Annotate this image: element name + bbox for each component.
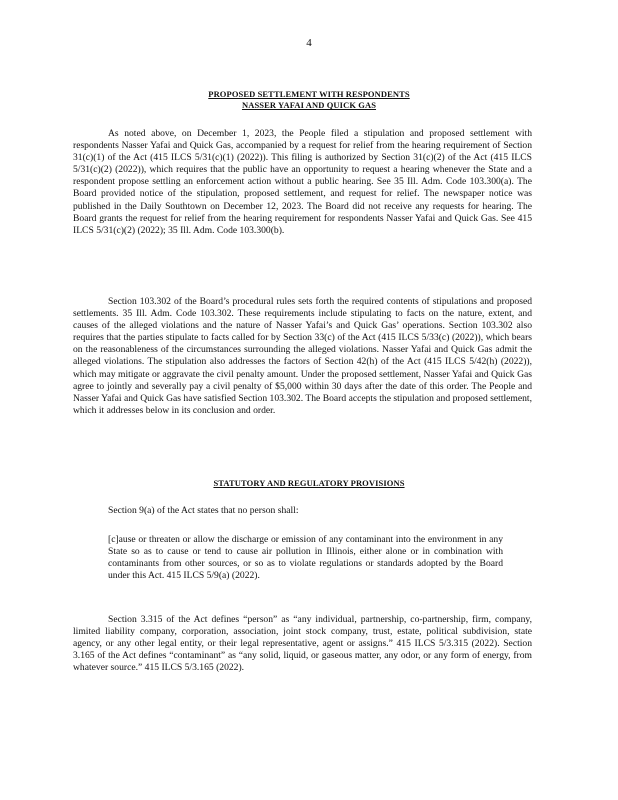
heading-line-1: PROPOSED SETTLEMENT WITH RESPONDENTS [208, 89, 410, 99]
page-number: 4 [306, 37, 312, 49]
paragraph-notice: As noted above, on December 1, 2023, the People filed a stipulation and proposed settlement with respondents Nasser Yafai and Quick Gas, accompanied by a request for relief from the hearing requirement of Section 31(c)(1) of the Act (415 ILCS 5/31(c)(1) (2022)). This filing is authorized by Section 31(c)(2) of the Act (415 ILCS 5/31(c)(2) (2022)), which requires that the public have an opportunity to request a hearing whenever the State and a respondent propose settling an enforcement action without a public hearing. See 35 Ill. Adm. Code 103.300(a). The Board provided notice of the stipulation, proposed settlement, and request for relief. The newspaper notice was published in the Daily Southtown on December 12, 2023. The Board did not receive any requests for hearing. The Board grants the request for relief from the hearing requirement for respondents Nasser Yafai and Quick Gas. See 415 ILCS 5/31(c)(2) (2022); 35 Ill. Adm. Code 103.300(b). [73, 128, 532, 236]
paragraph-procedural-rules: Section 103.302 of the Board’s procedural rules sets forth the required contents of stipulations and proposed settlements. 35 Ill. Adm. Code 103.302. These requirements include stipulating to facts on the nature, extent, and causes of the alleged violations and the nature of Nasser Yafai’s and Quick Gas’ operations. Section 103.302 also requires that the parties stipulate to facts called for by Section 33(c) of the Act (415 ILCS 5/33(c) (2022)), which bears on the reasonableness of the circumstances surrounding the alleged violations. Nasser Yafai and Quick Gas admit the alleged violations. The stipulation also addresses the factors of Section 42(h) of the Act (415 ILCS 5/42(h) (2022)), which may mitigate or aggravate the civil penalty amount. Under the proposed settlement, Nasser Yafai and Quick Gas agree to jointly and severally pay a civil penalty of $5,000 within 30 days after the date of this order. The People and Nasser Yafai and Quick Gas have satisfied Section 103.302. The Board accepts the stipulation and proposed settlement, which it addresses below in its conclusion and order. [73, 296, 532, 416]
paragraph-definitions: Section 3.315 of the Act defines “person” as “any individual, partnership, co-partnership, firm, company, limited liability company, corporation, association, joint stock company, trust, estate, political subdivision, state agency, or any other legal entity, or their legal representative, agent or assigns.” 415 ILCS 5/3.315 (2022). Section 3.165 of the Act defines “contaminant” as “any solid, liquid, or gaseous matter, any odor, or any form of energy, from whatever source.” 415 ILCS 5/3.165 (2022). [73, 614, 532, 674]
heading-statutory-label: STATUTORY AND REGULATORY PROVISIONS [213, 478, 405, 488]
block-quote-section-9a: [c]ause or threaten or allow the discharge or emission of any contaminant into the environment in any State so as to cause or tend to cause air pollution in Illinois, either alone or in combination with contaminants from other sources, or so as to violate regulations or standards adopted by the Board under this Act. 415 ILCS 5/9(a) (2022). [108, 534, 503, 582]
section-9a-intro: Section 9(a) of the Act states that no person shall: [108, 505, 299, 516]
heading-line-2: NASSER YAFAI AND QUICK GAS [241, 100, 377, 110]
section-heading-statutory-provisions [0, 478, 618, 489]
section-heading-proposed-settlement [0, 89, 618, 111]
